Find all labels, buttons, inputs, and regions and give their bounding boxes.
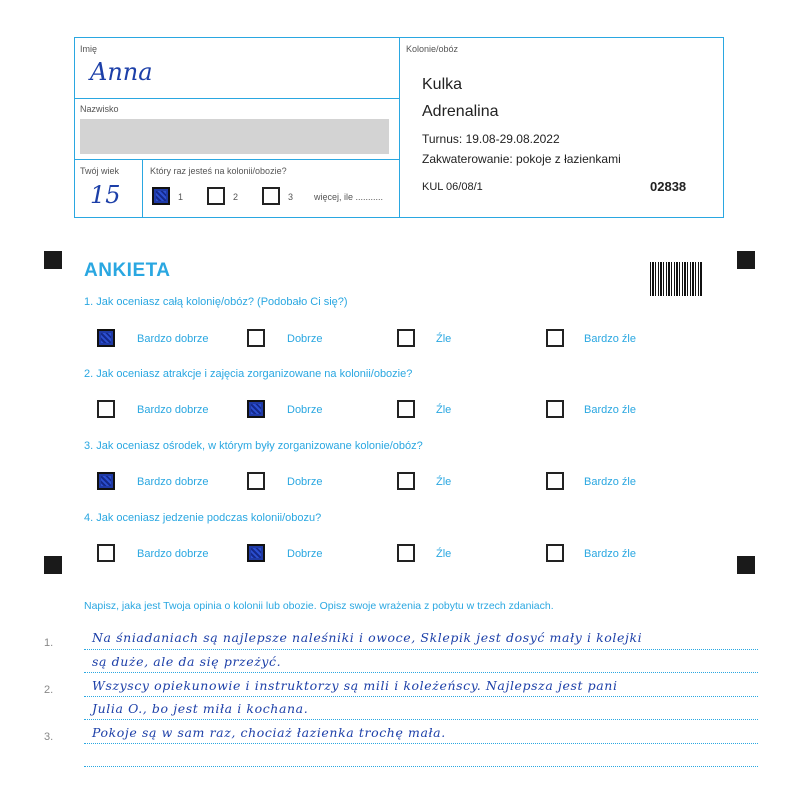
q4-option-bardzo-dobrze: Bardzo dobrze (137, 548, 209, 560)
name-value[interactable]: Anna (90, 58, 153, 86)
survey-title: ANKIETA (84, 260, 171, 281)
surname-divider (74, 159, 400, 160)
q2-checkbox-bardzo-zle[interactable] (546, 400, 564, 418)
camp-name-1: Kulka (422, 76, 463, 93)
q4-option-dobrze: Dobrze (287, 548, 323, 560)
alignment-marker-bottom-right (737, 556, 755, 574)
q1-option-zle: Źle (436, 333, 452, 345)
answer-text-line-3[interactable]: Wszyscy opiekunowie i instruktorzy są mili i koleżeńscy. Najlepsza jest pani (92, 678, 618, 693)
q1-checkbox-dobrze[interactable] (247, 329, 265, 347)
q4-checkbox-dobrze[interactable] (247, 544, 265, 562)
q3-option-bardzo-zle: Bardzo źle (584, 476, 636, 488)
q2-checkbox-dobrze[interactable] (247, 400, 265, 418)
alignment-marker-top-left (44, 251, 62, 269)
q4-checkbox-bardzo-zle[interactable] (546, 544, 564, 562)
times-more-label: więcej, ile ........... (314, 192, 384, 202)
answer-line (84, 672, 758, 673)
times-label: Który raz jesteś na kolonii/obozie? (150, 166, 287, 176)
q2-option-dobrze: Dobrze (287, 404, 323, 416)
q1-option-dobrze: Dobrze (287, 333, 323, 345)
age-label: Twój wiek (80, 166, 120, 176)
q1-checkbox-bardzo-zle[interactable] (546, 329, 564, 347)
q4-option-zle: Źle (436, 548, 452, 560)
accommodation-text: Zakwaterowanie: pokoje z łazienkami (422, 152, 621, 166)
q4-checkbox-zle[interactable] (397, 544, 415, 562)
question-2-text: 2. Jak oceniasz atrakcje i zajęcia zorganizowane na kolonii/obozie? (84, 368, 413, 380)
form-number: 02838 (650, 179, 687, 194)
header-divider (399, 37, 400, 218)
q3-option-zle: Źle (436, 476, 452, 488)
answer-text-line-4[interactable]: Julia O., bo jest miła i kochana. (92, 701, 309, 716)
alignment-marker-top-right (737, 251, 755, 269)
q2-checkbox-zle[interactable] (397, 400, 415, 418)
times-option-2: 2 (233, 192, 239, 202)
q2-option-bardzo-zle: Bardzo źle (584, 404, 636, 416)
camp-name-2: Adrenalina (422, 103, 499, 120)
question-4-text: 4. Jak oceniasz jedzenie podczas kolonii/obozu? (84, 512, 322, 524)
line-number-3: 3. (44, 731, 54, 743)
camp-code: KUL 06/08/1 (422, 181, 483, 193)
answer-line (84, 696, 758, 697)
question-3-text: 3. Jak oceniasz ośrodek, w którym były zorganizowane kolonie/obóz? (84, 440, 423, 452)
age-divider (142, 159, 143, 218)
q3-option-dobrze: Dobrze (287, 476, 323, 488)
times-option-1: 1 (178, 192, 184, 202)
q2-option-bardzo-dobrze: Bardzo dobrze (137, 404, 209, 416)
q1-option-bardzo-zle: Bardzo źle (584, 333, 636, 345)
q4-checkbox-bardzo-dobrze[interactable] (97, 544, 115, 562)
q2-option-zle: Źle (436, 404, 452, 416)
opinion-prompt: Napisz, jaka jest Twoja opinia o kolonii lub obozie. Opisz swoje wrażenia z pobytu w trzech zdaniach. (84, 600, 554, 612)
times-checkbox-3[interactable] (262, 187, 280, 205)
times-option-3: 3 (288, 192, 294, 202)
q1-option-bardzo-dobrze: Bardzo dobrze (137, 333, 209, 345)
q1-checkbox-zle[interactable] (397, 329, 415, 347)
answer-line (84, 719, 758, 720)
q3-option-bardzo-dobrze: Bardzo dobrze (137, 476, 209, 488)
q1-checkbox-bardzo-dobrze[interactable] (97, 329, 115, 347)
line-number-1: 1. (44, 637, 54, 649)
q4-option-bardzo-zle: Bardzo źle (584, 548, 636, 560)
q3-checkbox-bardzo-zle[interactable] (546, 472, 564, 490)
barcode (650, 262, 702, 296)
q3-checkbox-zle[interactable] (397, 472, 415, 490)
turnus-text: Turnus: 19.08-29.08.2022 (422, 132, 560, 146)
camp-label: Kolonie/obóz (406, 44, 459, 54)
line-number-2: 2. (44, 684, 54, 696)
q3-checkbox-dobrze[interactable] (247, 472, 265, 490)
surname-label: Nazwisko (80, 104, 119, 114)
times-checkbox-1[interactable] (152, 187, 170, 205)
answer-line (84, 743, 758, 744)
times-checkbox-2[interactable] (207, 187, 225, 205)
q2-checkbox-bardzo-dobrze[interactable] (97, 400, 115, 418)
answer-text-line-1[interactable]: Na śniadaniach są najlepsze naleśniki i owoce, Sklepik jest dosyć mały i kolejki (92, 630, 643, 645)
answer-text-line-5[interactable]: Pokoje są w sam raz, chociaż łazienka trochę mała. (92, 725, 446, 740)
q3-checkbox-bardzo-dobrze[interactable] (97, 472, 115, 490)
question-1-text: 1. Jak oceniasz całą kolonię/obóz? (Podobało Ci się?) (84, 296, 348, 308)
name-divider (74, 98, 400, 99)
answer-line (84, 649, 758, 650)
name-label: Imię (80, 44, 98, 54)
answer-text-line-2[interactable]: są duże, ale da się przeżyć. (92, 654, 282, 669)
surname-redaction (80, 119, 389, 154)
age-value[interactable]: 15 (90, 181, 121, 209)
alignment-marker-bottom-left (44, 556, 62, 574)
answer-line (84, 766, 758, 767)
